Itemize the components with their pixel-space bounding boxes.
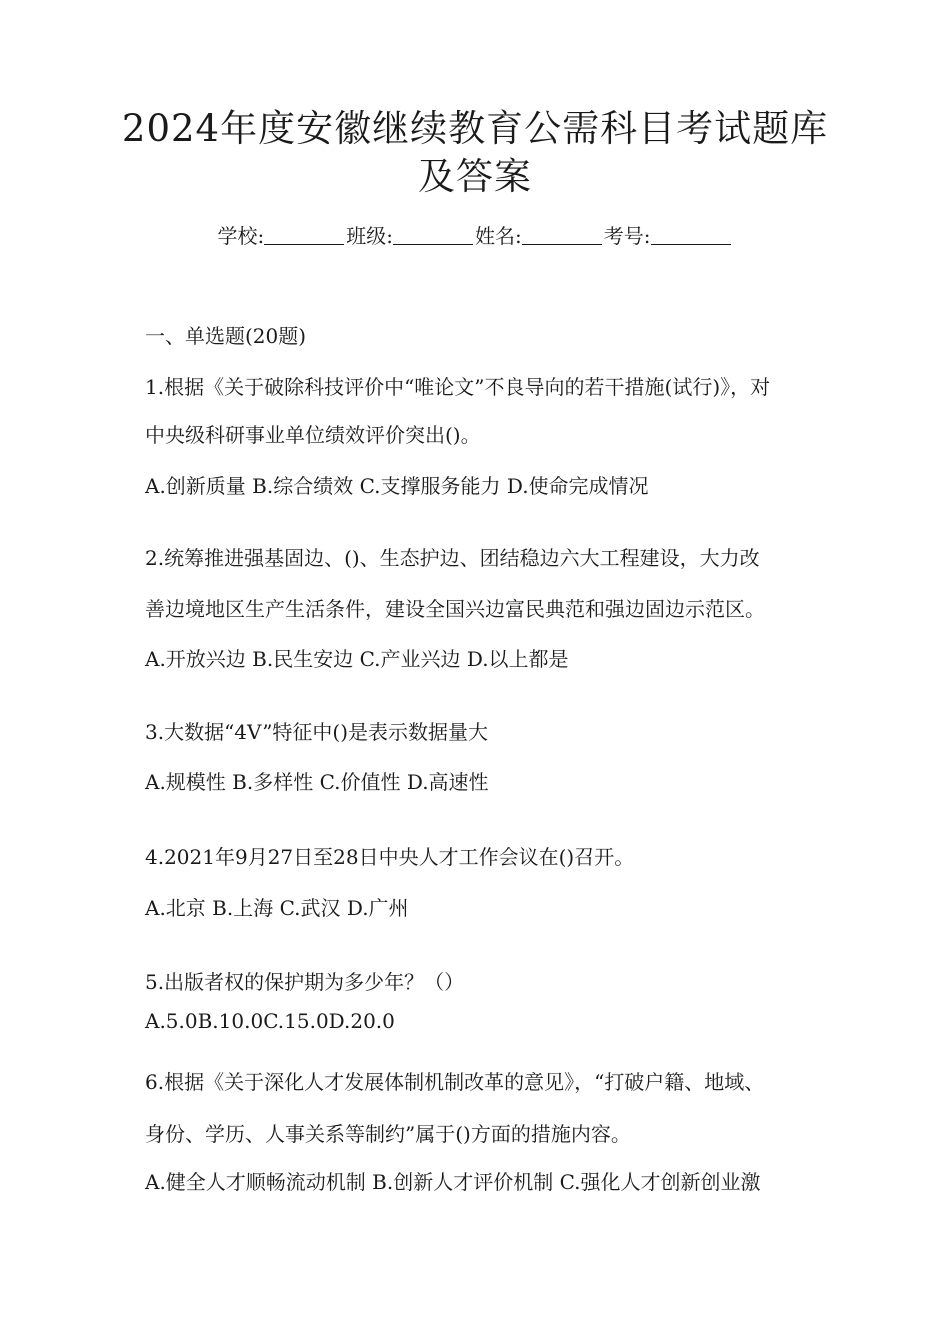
- question-6-stem-cont: 身份、学历、人事关系等制约”属于()方面的措施内容。: [145, 1122, 631, 1146]
- document-title-line2: 及答案: [418, 155, 532, 198]
- question-6-options: A.健全人才顺畅流动机制 B.创新人才评价机制 C.强化人才创新创业激: [145, 1170, 761, 1194]
- class-blank: [393, 224, 473, 245]
- exam-number-label: 考号:: [603, 224, 651, 248]
- question-1-stem: 1.根据《关于破除科技评价中“唯论文”不良导向的若干措施(试行)》，对: [145, 375, 771, 399]
- section-heading: 一、单选题(20题): [145, 324, 307, 348]
- question-1-stem-cont: 中央级科研事业单位绩效评价突出()。: [145, 423, 481, 447]
- question-5-options: A.5.0B.10.0C.15.0D.20.0: [145, 1009, 395, 1033]
- question-3-options: A.规模性 B.多样性 C.价值性 D.高速性: [145, 770, 489, 794]
- student-info-row: [0, 222, 950, 250]
- question-3-stem: 3.大数据“4V”特征中()是表示数据量大: [145, 720, 489, 744]
- question-5-stem: 5.出版者权的保护期为多少年？（）: [145, 970, 465, 994]
- name-blank: [522, 224, 602, 245]
- school-label: 学校:: [217, 224, 265, 248]
- name-label: 姓名:: [475, 224, 522, 248]
- question-1-options: A.创新质量 B.综合绩效 C.支撑服务能力 D.使命完成情况: [145, 474, 649, 498]
- question-2-stem-cont: 善边境地区生产生活条件，建设全国兴边富民典范和强边固边示范区。: [145, 597, 765, 621]
- question-2-stem: 2.统筹推进强基固边、()、生态护边、团结稳边六大工程建设，大力改: [145, 546, 760, 570]
- class-label: 班级:: [346, 224, 393, 248]
- school-blank: [264, 224, 344, 245]
- question-4-options: A.北京 B.上海 C.武汉 D.广州: [145, 896, 409, 920]
- question-4-stem: 4.2021年9月27日至28日中央人才工作会议在()召开。: [145, 845, 635, 869]
- document-title: 2024年度安徽继续教育公需科目考试题库: [121, 107, 829, 150]
- question-2-options: A.开放兴边 B.民生安边 C.产业兴边 D.以上都是: [145, 647, 569, 671]
- exam-number-blank: [651, 224, 731, 245]
- question-6-stem: 6.根据《关于深化人才发展体制机制改革的意见》，“打破户籍、地域、: [145, 1070, 765, 1094]
